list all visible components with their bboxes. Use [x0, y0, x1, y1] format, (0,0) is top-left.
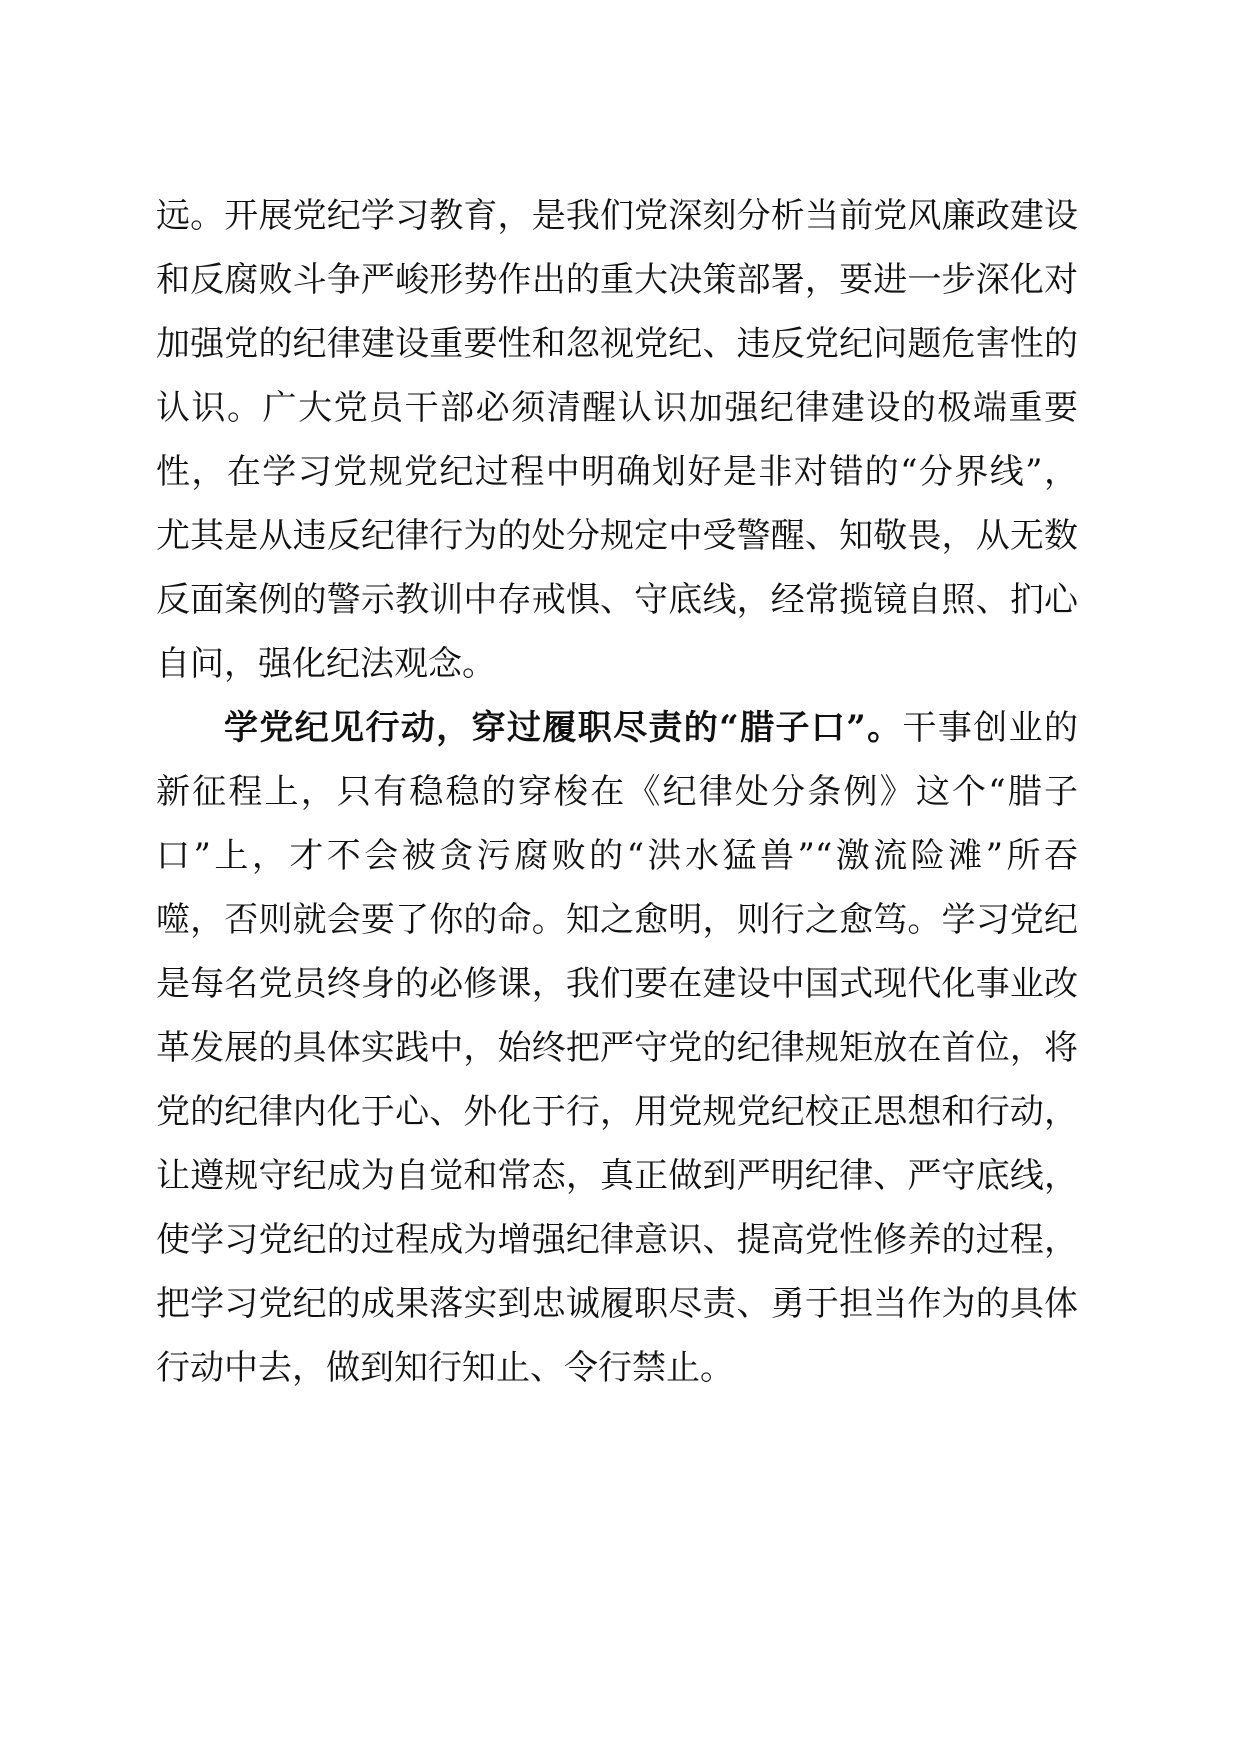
text-line: 新征程上，只有稳稳的穿梭在《纪律处分条例》这个“腊子: [156, 772, 1078, 812]
text-line: 认识。广大党员干部必须清醒认识加强纪律建设的极端重要: [156, 388, 1078, 428]
paragraph-2: [156, 696, 1078, 1400]
text-line: 远。开展党纪学习教育，是我们党深刻分析当前党风廉政建设: [156, 196, 1078, 236]
text-line: 使学习党纪的过程成为增强纪律意识、提高党性修养的过程，: [156, 1220, 1078, 1260]
text-line: 把学习党纪的成果落实到忠诚履职尽责、勇于担当作为的具体: [156, 1284, 1078, 1324]
text-line: 革发展的具体实践中，始终把严守党的纪律规矩放在首位，将: [156, 1028, 1078, 1068]
text-line: 和反腐败斗争严峻形势作出的重大决策部署，要进一步深化对: [156, 260, 1078, 300]
text-line: 尤其是从违反纪律行为的处分规定中受警醒、知敬畏，从无数: [156, 516, 1078, 556]
document-body: [156, 184, 1078, 1400]
text-line: 行动中去，做到知行知止、令行禁止。: [156, 1348, 734, 1388]
paragraph-2-heading: 学党纪见行动，穿过履职尽责的“腊子口”。: [224, 708, 903, 748]
paragraph-1: [156, 184, 1078, 696]
text-line: 反面案例的警示教训中存戒惧、守底线，经常揽镜自照、扪心: [156, 580, 1078, 620]
text-line: 口”上，才不会被贪污腐败的“洪水猛兽”“激流险滩”所吞: [156, 836, 1078, 876]
text-line: 加强党的纪律建设重要性和忽视党纪、违反党纪问题危害性的: [156, 324, 1078, 364]
paragraph-2-first-line-rest: 干事创业的: [902, 708, 1078, 748]
text-line: 让遵规守纪成为自觉和常态，真正做到严明纪律、严守底线，: [156, 1156, 1078, 1196]
text-line: 是每名党员终身的必修课，我们要在建设中国式现代化事业改: [156, 964, 1078, 1004]
paragraph-2-first-line: [156, 696, 1078, 760]
text-line: 党的纪律内化于心、外化于行，用党规党纪校正思想和行动，: [156, 1092, 1078, 1132]
text-line: 自问，强化纪法观念。: [156, 644, 496, 684]
text-line: 性，在学习党规党纪过程中明确划好是非对错的“分界线”，: [156, 452, 1078, 492]
text-line: 噬，否则就会要了你的命。知之愈明，则行之愈笃。学习党纪: [156, 900, 1078, 940]
